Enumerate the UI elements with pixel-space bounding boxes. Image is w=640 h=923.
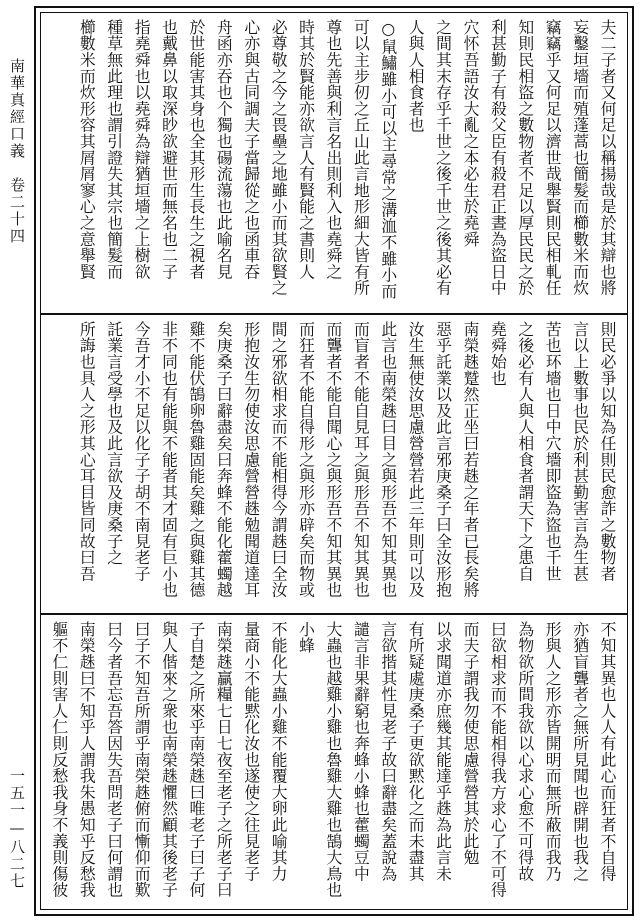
text-column: 量商小不能黙化汝也遂使之往見老子: [241, 621, 261, 882]
band-text: [47, 621, 621, 909]
text-column: 有所疑處庚桑子更欲黙化之而未盡其: [406, 621, 426, 882]
text-column: 妄鑿垣墻而殖蓬蒿也簡髮而櫛數米而炊: [570, 19, 590, 297]
text-column: 心亦與古同調夫子當歸從之也函車吞: [241, 19, 261, 280]
text-column: 形與人之形亦皆開明而無所蔽而我乃: [543, 621, 563, 882]
text-column: 託業言受學也及此言欲及庚桑子之: [104, 321, 124, 566]
text-column: 惡乎託業以及此言邪庚桑子曰全汝形抱: [433, 321, 453, 599]
text-column: 夫二子者又何足以稱揚哉是於其辯也將: [598, 19, 617, 297]
text-column: 此言也南榮趎曰目之與形吾不知其異也: [378, 321, 398, 599]
text-column: 而聾者不能自聞心之與形吾不知其異也: [323, 321, 343, 599]
text-column: 種草無此理也謂引證失其宗也簡髮而: [104, 19, 124, 280]
text-column: 知則民相盜之數物者不足以厚民民之於: [515, 19, 535, 297]
text-column: 而夫子謂我勿使思慮營營其於此勉: [460, 621, 480, 866]
text-column: 軀不仁則害人仁則反愁我身不義則傷彼: [49, 621, 69, 899]
text-column: 不能化大蟲小雞不能覆大卵此喻其力: [269, 621, 289, 882]
text-band-middle: [41, 313, 627, 615]
margin-column: [0, 0, 34, 923]
text-column: 所誨也具人之形其心耳目皆同故曰吾: [77, 321, 97, 582]
text-column: 之後必有人與人相食者謂天下之患自: [515, 321, 535, 582]
text-column: 大蟲也越雞小雞也魯雞大雞也鵠大鳥也小蜂: [296, 621, 343, 899]
text-column: 矣庚桑子曰辭盡矣曰奔蜂不能化藿蠋越: [214, 321, 234, 599]
text-column: 間之邪欲相求而不能相得今謂趎曰全汝: [269, 321, 289, 599]
text-column: 子自楚之所來乎南榮趎曰唯老子曰子何: [186, 621, 206, 899]
page-frame: [34, 6, 634, 916]
text-column: 之間其末存乎千世之後千世之後其必有: [433, 19, 453, 297]
text-column: 形抱汝生勿使汝思慮營營趎勉聞道達耳: [241, 321, 261, 599]
text-column: 堯舜始也: [488, 321, 508, 387]
text-column: 必尊敬之今之畏壘之地雖小而其欲賢之: [269, 19, 289, 297]
text-column: 亦猶盲聾者之無所見聞也辟開也我之: [570, 621, 590, 882]
band-text: [47, 19, 621, 307]
book-title: 南華真經口義 卷二十四: [8, 58, 26, 245]
text-column: 南榮趎曰不知乎人謂我朱愚知乎反愁我: [77, 621, 97, 899]
text-column: 指堯舜也以堯舜為辯猶垣墻之上樹欲: [132, 19, 152, 280]
text-column: 與人偕來之衆也南榮趎懼然顧其後老子: [159, 621, 179, 899]
text-column: 南榮趎蹵然正坐曰若趎之年者已長矣將: [460, 321, 480, 599]
text-column: 而盲者不能自見耳之與形吾不知其異也: [351, 321, 371, 599]
text-column: 竊竊乎又何足以濟世哉舉賢則民相軋任: [543, 19, 563, 297]
text-column: 舟函亦吞也个獨也碭流蕩也此喻名見: [214, 19, 234, 280]
text-band-bottom: [41, 613, 627, 915]
text-column: ○䑕鱐雖小可以主尋常之溝洫不雖小而: [378, 19, 398, 300]
text-column: 曰欲相求而不能相得我方求心了不可得: [488, 621, 508, 899]
text-column: 曰子不知吾所謂乎南榮趎俯而慚仰而歎: [132, 621, 152, 899]
text-column: 言欲揩其性見老子故曰辭盡矣蓋說為: [378, 621, 398, 882]
text-column: 不知其異也人人有此心而狂者不自得: [598, 621, 617, 882]
text-column: 時其於賢能亦欲言人有賢能之書則人: [296, 19, 316, 280]
text-column: 汝生無使汝思慮營營若此三年則可以及: [406, 321, 426, 599]
text-column: 穴怀吾語汝大亂之本必生於堯舜: [460, 19, 480, 248]
text-column: 為物欲所間我欲以心求心愈不可得故: [515, 621, 535, 882]
text-column: 譴言非果辭窮也奔蜂小蜂也藿蠋豆中: [351, 621, 371, 882]
text-column: 而狂者不能自得形之與形亦辟矣而物或: [296, 321, 316, 599]
text-column: 苦也环墻也日中穴墻即盜為盜也千世: [543, 321, 563, 582]
text-column: 尊也先善與利言名出則利入也堯舜之: [323, 19, 343, 280]
text-column: 南榮趎贏糧七日七夜至老子之所老子曰: [214, 621, 234, 899]
text-column: 櫛數米而炊形容其屑屑寥心之意舉賢: [77, 19, 97, 280]
text-column: 曰今者吾忘吾答因失吾問老子曰何謂也: [104, 621, 124, 899]
band-text: [47, 321, 621, 609]
text-column: 則民必爭以知為任則民愈詐之數物者: [598, 321, 617, 582]
text-area: [40, 12, 628, 910]
text-column: 雞不能伏鵠卵魯雞固能矣雞之與雞其德: [186, 321, 206, 599]
text-column: 於世能害其身也全其形生長生之視者: [186, 19, 206, 280]
text-column: 人與人相食者也: [406, 19, 426, 134]
text-column: 言以上數事也民於利甚勤害言為生甚: [570, 321, 590, 582]
text-column: 今吾才小不足以化子子胡不南見老子: [132, 321, 152, 582]
text-column: 以求聞道亦庶幾其能達乎趎為此言未: [433, 621, 453, 882]
text-column: 可以主步仞之丘山此言地形細大皆有所: [351, 19, 371, 297]
text-column: 也戴鼻以取深眇欲避世而無名也二子: [159, 19, 179, 280]
page-number: 一五一—八二七: [8, 768, 26, 890]
text-column: 非不同也有能與不能者其才固有巨小也: [159, 321, 179, 599]
text-band-top: [41, 13, 627, 313]
text-column: 利甚勤子有殺父臣有殺君正晝為盜日中: [488, 19, 508, 297]
